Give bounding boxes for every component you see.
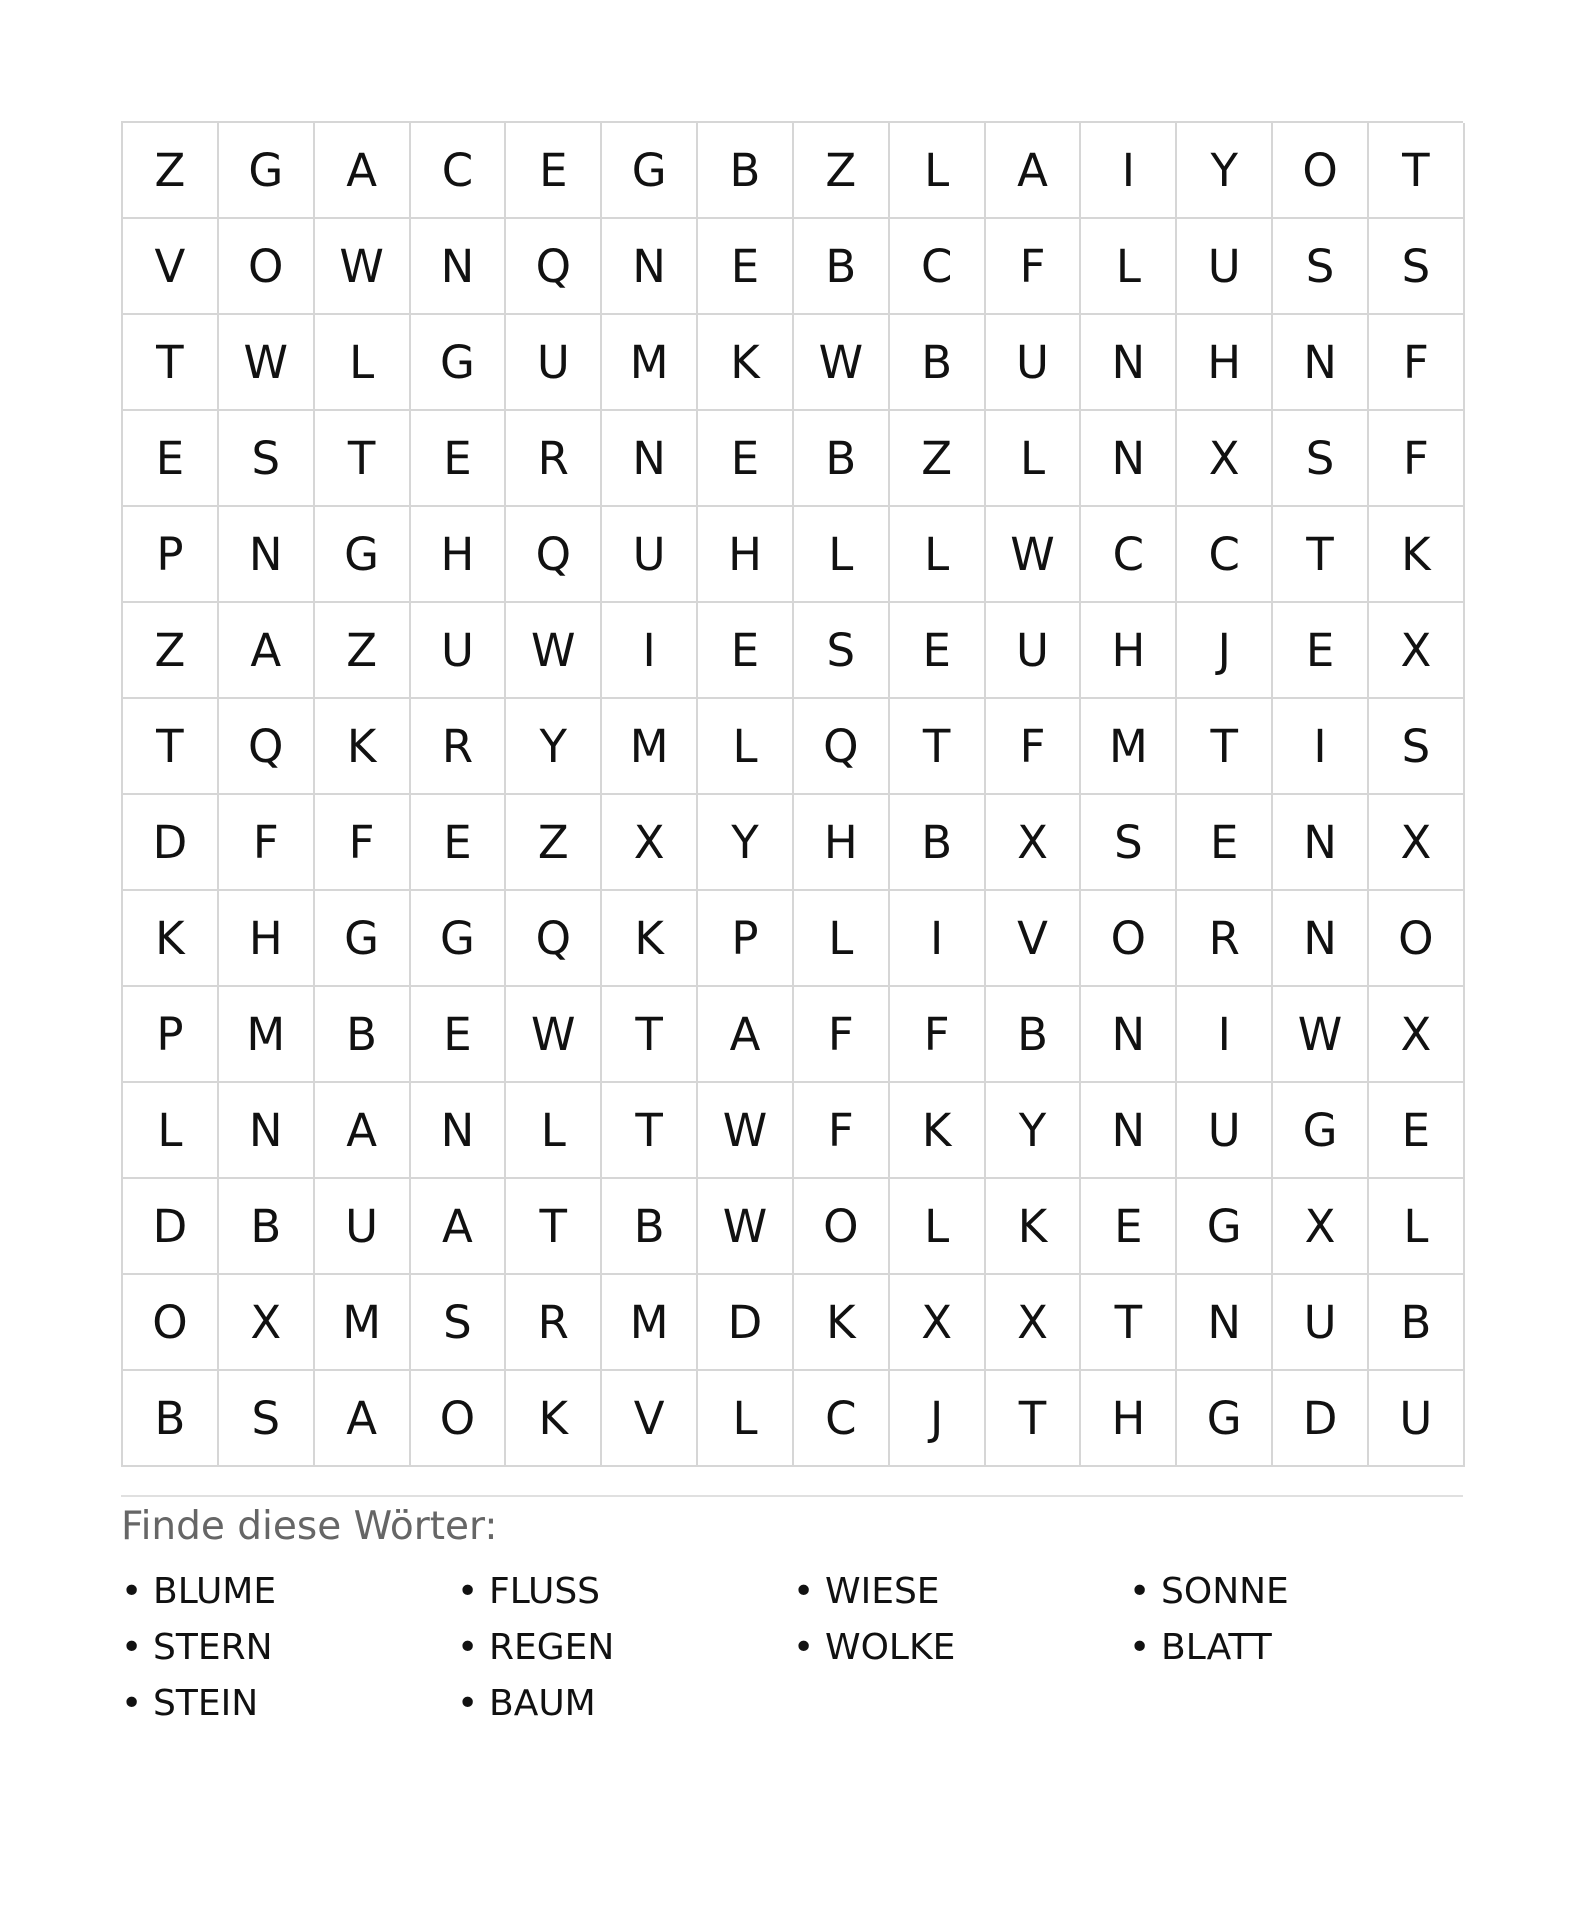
grid-cell[interactable]: G — [411, 891, 507, 987]
word-label: SONNE — [1161, 1570, 1289, 1612]
grid-cell[interactable]: M — [602, 699, 698, 795]
grid-cell[interactable]: U — [1177, 219, 1273, 315]
grid-cell[interactable]: M — [219, 987, 315, 1083]
grid-cell[interactable]: Q — [219, 699, 315, 795]
word-list-item — [121, 1563, 457, 1619]
grid-cell[interactable]: E — [698, 219, 794, 315]
grid-cell[interactable]: N — [411, 1083, 507, 1179]
grid-cell[interactable]: F — [794, 987, 890, 1083]
bullet-icon: • — [793, 1626, 815, 1668]
bullet-icon: • — [121, 1626, 143, 1668]
word-label: BAUM — [489, 1682, 596, 1724]
grid-cell[interactable]: W — [315, 219, 411, 315]
grid-cell[interactable]: T — [123, 699, 219, 795]
grid-cell[interactable]: N — [219, 507, 315, 603]
bullet-icon: • — [793, 1570, 815, 1612]
word-list-item — [793, 1563, 1129, 1619]
grid-cell[interactable]: Y — [1177, 123, 1273, 219]
grid-cell[interactable]: U — [411, 603, 507, 699]
grid-cell[interactable]: D — [1273, 1371, 1369, 1467]
word-list-item — [1129, 1619, 1465, 1675]
grid-cell[interactable]: G — [602, 123, 698, 219]
grid-cell[interactable]: U — [1369, 1371, 1465, 1467]
grid-cell[interactable]: I — [890, 891, 986, 987]
bullet-icon: • — [457, 1570, 479, 1612]
grid-cell[interactable]: X — [986, 795, 1082, 891]
grid-cell[interactable]: C — [1177, 507, 1273, 603]
grid-cell[interactable]: X — [1177, 411, 1273, 507]
grid-cell[interactable]: T — [602, 987, 698, 1083]
grid-cell[interactable]: M — [602, 1275, 698, 1371]
grid-cell[interactable]: S — [1081, 795, 1177, 891]
grid-cell[interactable]: I — [1177, 987, 1273, 1083]
grid-cell[interactable]: T — [123, 315, 219, 411]
grid-cell[interactable]: O — [1369, 891, 1465, 987]
grid-cell[interactable]: H — [1081, 1371, 1177, 1467]
grid-cell[interactable]: W — [986, 507, 1082, 603]
grid-cell[interactable]: O — [1081, 891, 1177, 987]
grid-cell[interactable]: U — [506, 315, 602, 411]
grid-cell[interactable]: J — [1177, 603, 1273, 699]
grid-cell[interactable]: P — [123, 987, 219, 1083]
grid-cell[interactable]: A — [315, 1083, 411, 1179]
grid-cell[interactable]: S — [794, 603, 890, 699]
grid-cell[interactable]: A — [219, 603, 315, 699]
grid-cell[interactable]: K — [794, 1275, 890, 1371]
grid-cell[interactable]: N — [1081, 1083, 1177, 1179]
grid-cell[interactable]: N — [219, 1083, 315, 1179]
grid-cell[interactable]: N — [1273, 891, 1369, 987]
grid-cell[interactable]: E — [1177, 795, 1273, 891]
grid-cell[interactable]: R — [506, 411, 602, 507]
grid-cell[interactable]: S — [1369, 219, 1465, 315]
bullet-icon: • — [457, 1626, 479, 1668]
grid-cell[interactable]: N — [1273, 795, 1369, 891]
grid-cell[interactable]: F — [794, 1083, 890, 1179]
grid-cell[interactable]: U — [1177, 1083, 1273, 1179]
bullet-icon: • — [1129, 1570, 1151, 1612]
grid-cell[interactable]: A — [315, 1371, 411, 1467]
grid-cell[interactable]: F — [986, 699, 1082, 795]
grid-cell[interactable]: L — [986, 411, 1082, 507]
grid-cell[interactable]: Y — [986, 1083, 1082, 1179]
grid-cell[interactable]: T — [986, 1371, 1082, 1467]
grid-cell[interactable]: M — [1081, 699, 1177, 795]
grid-cell[interactable]: Q — [506, 219, 602, 315]
grid-cell[interactable]: C — [1081, 507, 1177, 603]
grid-cell[interactable]: X — [1369, 987, 1465, 1083]
word-label: STEIN — [153, 1682, 259, 1724]
grid-cell[interactable]: Y — [698, 795, 794, 891]
grid-cell[interactable]: L — [698, 699, 794, 795]
grid-cell[interactable]: N — [1081, 411, 1177, 507]
grid-cell[interactable]: B — [890, 795, 986, 891]
grid-cell[interactable]: G — [411, 315, 507, 411]
grid-cell[interactable]: E — [890, 603, 986, 699]
grid-cell[interactable]: K — [506, 1371, 602, 1467]
grid-cell[interactable]: O — [1273, 123, 1369, 219]
grid-cell[interactable]: X — [1369, 795, 1465, 891]
grid-cell[interactable]: L — [1369, 1179, 1465, 1275]
grid-cell[interactable]: N — [411, 219, 507, 315]
grid-cell[interactable]: U — [986, 315, 1082, 411]
grid-cell[interactable]: E — [506, 123, 602, 219]
word-list-item — [1129, 1563, 1465, 1619]
word-label: FLUSS — [489, 1570, 601, 1612]
grid-cell[interactable]: B — [794, 219, 890, 315]
grid-cell[interactable]: X — [890, 1275, 986, 1371]
grid-cell[interactable]: F — [219, 795, 315, 891]
grid-cell[interactable]: N — [1081, 315, 1177, 411]
grid-cell[interactable]: E — [123, 411, 219, 507]
grid-cell[interactable]: L — [123, 1083, 219, 1179]
grid-cell[interactable]: V — [986, 891, 1082, 987]
grid-cell[interactable]: W — [506, 603, 602, 699]
grid-cell[interactable]: L — [890, 1179, 986, 1275]
grid-cell[interactable]: D — [123, 795, 219, 891]
grid-cell[interactable]: H — [1081, 603, 1177, 699]
grid-cell[interactable]: A — [315, 123, 411, 219]
grid-cell[interactable]: W — [698, 1083, 794, 1179]
grid-cell[interactable]: I — [1081, 123, 1177, 219]
grid-cell[interactable]: W — [506, 987, 602, 1083]
grid-cell[interactable]: E — [411, 987, 507, 1083]
grid-cell[interactable]: N — [602, 219, 698, 315]
grid-cell[interactable]: E — [698, 603, 794, 699]
grid-cell[interactable]: T — [1273, 507, 1369, 603]
grid-cell[interactable]: G — [1177, 1371, 1273, 1467]
grid-cell[interactable]: B — [602, 1179, 698, 1275]
grid-cell[interactable]: W — [794, 315, 890, 411]
grid-cell[interactable]: C — [890, 219, 986, 315]
grid-cell[interactable]: H — [794, 795, 890, 891]
grid-cell[interactable]: H — [698, 507, 794, 603]
grid-cell[interactable]: D — [123, 1179, 219, 1275]
grid-cell[interactable]: O — [123, 1275, 219, 1371]
grid-cell[interactable]: Q — [506, 507, 602, 603]
grid-cell[interactable]: T — [890, 699, 986, 795]
grid-cell[interactable]: Z — [794, 123, 890, 219]
grid-cell[interactable]: X — [219, 1275, 315, 1371]
grid-cell[interactable]: W — [219, 315, 315, 411]
grid-cell[interactable]: B — [315, 987, 411, 1083]
grid-cell[interactable]: B — [123, 1371, 219, 1467]
grid-cell[interactable]: A — [698, 987, 794, 1083]
grid-cell[interactable]: B — [698, 123, 794, 219]
grid-cell[interactable]: N — [1177, 1275, 1273, 1371]
grid-cell[interactable]: N — [1273, 315, 1369, 411]
grid-cell[interactable]: T — [1369, 123, 1465, 219]
grid-cell[interactable]: W — [698, 1179, 794, 1275]
grid-cell[interactable]: R — [411, 699, 507, 795]
grid-cell[interactable]: I — [1273, 699, 1369, 795]
word-list-item — [457, 1563, 793, 1619]
grid-cell[interactable]: M — [602, 315, 698, 411]
divider — [121, 1495, 1463, 1497]
grid-cell[interactable]: E — [698, 411, 794, 507]
word-label: WIESE — [825, 1570, 940, 1612]
grid-cell[interactable]: T — [602, 1083, 698, 1179]
bullet-icon: • — [1129, 1626, 1151, 1668]
grid-cell[interactable]: F — [315, 795, 411, 891]
grid-cell[interactable]: H — [219, 891, 315, 987]
grid-cell[interactable]: C — [411, 123, 507, 219]
grid-cell[interactable]: O — [219, 219, 315, 315]
grid-cell[interactable]: E — [1081, 1179, 1177, 1275]
grid-cell[interactable]: T — [315, 411, 411, 507]
grid-cell[interactable]: Z — [890, 411, 986, 507]
grid-cell[interactable]: S — [411, 1275, 507, 1371]
grid-cell[interactable]: S — [219, 411, 315, 507]
grid-cell[interactable]: Y — [506, 699, 602, 795]
word-label: BLUME — [153, 1570, 277, 1612]
grid-cell[interactable]: Q — [794, 699, 890, 795]
grid-cell[interactable]: U — [315, 1179, 411, 1275]
word-list-item — [457, 1619, 793, 1675]
grid-cell[interactable]: Z — [123, 123, 219, 219]
grid-cell[interactable]: R — [506, 1275, 602, 1371]
grid-cell[interactable]: G — [1177, 1179, 1273, 1275]
grid-cell[interactable]: L — [794, 507, 890, 603]
grid-cell[interactable]: E — [1273, 603, 1369, 699]
word-list-item — [121, 1675, 457, 1731]
grid-cell[interactable]: G — [315, 507, 411, 603]
word-label: WOLKE — [825, 1626, 956, 1668]
grid-cell[interactable]: L — [698, 1371, 794, 1467]
grid-cell[interactable]: B — [794, 411, 890, 507]
grid-cell[interactable]: X — [1273, 1179, 1369, 1275]
grid-cell[interactable]: S — [1273, 219, 1369, 315]
grid-cell[interactable]: K — [890, 1083, 986, 1179]
word-list-item — [121, 1619, 457, 1675]
grid-cell[interactable]: F — [890, 987, 986, 1083]
word-list-title: Finde diese Wörter: — [121, 1504, 498, 1549]
grid-cell[interactable]: B — [1369, 1275, 1465, 1371]
grid-cell[interactable]: M — [315, 1275, 411, 1371]
grid-cell[interactable]: G — [1273, 1083, 1369, 1179]
grid-cell[interactable]: B — [986, 987, 1082, 1083]
grid-cell[interactable]: R — [1177, 891, 1273, 987]
grid-cell[interactable]: L — [315, 315, 411, 411]
grid-cell[interactable]: K — [602, 891, 698, 987]
grid-cell[interactable]: Q — [506, 891, 602, 987]
bullet-icon: • — [121, 1682, 143, 1724]
grid-cell[interactable]: G — [315, 891, 411, 987]
grid-cell[interactable]: J — [890, 1371, 986, 1467]
grid-cell[interactable]: N — [1081, 987, 1177, 1083]
grid-cell[interactable]: L — [890, 507, 986, 603]
grid-cell[interactable]: D — [698, 1275, 794, 1371]
grid-cell[interactable]: H — [411, 507, 507, 603]
grid-cell[interactable]: X — [602, 795, 698, 891]
word-list — [121, 1563, 1465, 1731]
grid-cell[interactable]: G — [219, 123, 315, 219]
grid-cell[interactable]: L — [506, 1083, 602, 1179]
grid-cell[interactable]: N — [602, 411, 698, 507]
grid-cell[interactable]: L — [794, 891, 890, 987]
grid-cell[interactable]: E — [411, 411, 507, 507]
grid-cell[interactable]: W — [1273, 987, 1369, 1083]
word-list-item — [793, 1619, 1129, 1675]
letter-grid — [121, 121, 1463, 1467]
grid-cell[interactable]: U — [986, 603, 1082, 699]
grid-cell[interactable]: F — [1369, 411, 1465, 507]
grid-cell[interactable]: A — [986, 123, 1082, 219]
grid-cell[interactable]: C — [794, 1371, 890, 1467]
grid-cell[interactable]: I — [602, 603, 698, 699]
grid-cell[interactable]: F — [986, 219, 1082, 315]
grid-cell[interactable]: K — [123, 891, 219, 987]
grid-cell[interactable]: S — [1273, 411, 1369, 507]
grid-cell[interactable]: K — [1369, 507, 1465, 603]
bullet-icon: • — [457, 1682, 479, 1724]
grid-cell[interactable]: Z — [506, 795, 602, 891]
grid-cell[interactable]: L — [890, 123, 986, 219]
grid-cell[interactable]: P — [123, 507, 219, 603]
grid-cell[interactable]: S — [219, 1371, 315, 1467]
grid-cell[interactable]: E — [411, 795, 507, 891]
grid-cell[interactable]: V — [602, 1371, 698, 1467]
grid-cell[interactable]: T — [1177, 699, 1273, 795]
grid-cell[interactable]: B — [890, 315, 986, 411]
grid-cell[interactable]: O — [794, 1179, 890, 1275]
grid-cell[interactable]: H — [1177, 315, 1273, 411]
grid-cell[interactable]: K — [698, 315, 794, 411]
grid-cell[interactable]: F — [1369, 315, 1465, 411]
grid-cell[interactable]: O — [411, 1371, 507, 1467]
grid-cell[interactable]: U — [602, 507, 698, 603]
grid-cell[interactable]: K — [986, 1179, 1082, 1275]
grid-cell[interactable]: K — [315, 699, 411, 795]
grid-cell[interactable]: X — [986, 1275, 1082, 1371]
grid-cell[interactable]: V — [123, 219, 219, 315]
grid-cell[interactable]: X — [1369, 603, 1465, 699]
word-label: BLATT — [1161, 1626, 1272, 1668]
word-list-item — [457, 1675, 793, 1731]
word-label: STERN — [153, 1626, 273, 1668]
grid-cell[interactable]: A — [411, 1179, 507, 1275]
grid-cell[interactable]: Z — [315, 603, 411, 699]
grid-cell[interactable]: S — [1369, 699, 1465, 795]
bullet-icon: • — [121, 1570, 143, 1612]
grid-cell[interactable]: Z — [123, 603, 219, 699]
word-search-puzzle — [121, 121, 1463, 1731]
grid-cell[interactable]: L — [1081, 219, 1177, 315]
grid-cell[interactable]: P — [698, 891, 794, 987]
grid-cell[interactable]: T — [1081, 1275, 1177, 1371]
word-label: REGEN — [489, 1626, 615, 1668]
grid-cell[interactable]: E — [1369, 1083, 1465, 1179]
grid-cell[interactable]: B — [219, 1179, 315, 1275]
grid-cell[interactable]: T — [506, 1179, 602, 1275]
grid-cell[interactable]: U — [1273, 1275, 1369, 1371]
